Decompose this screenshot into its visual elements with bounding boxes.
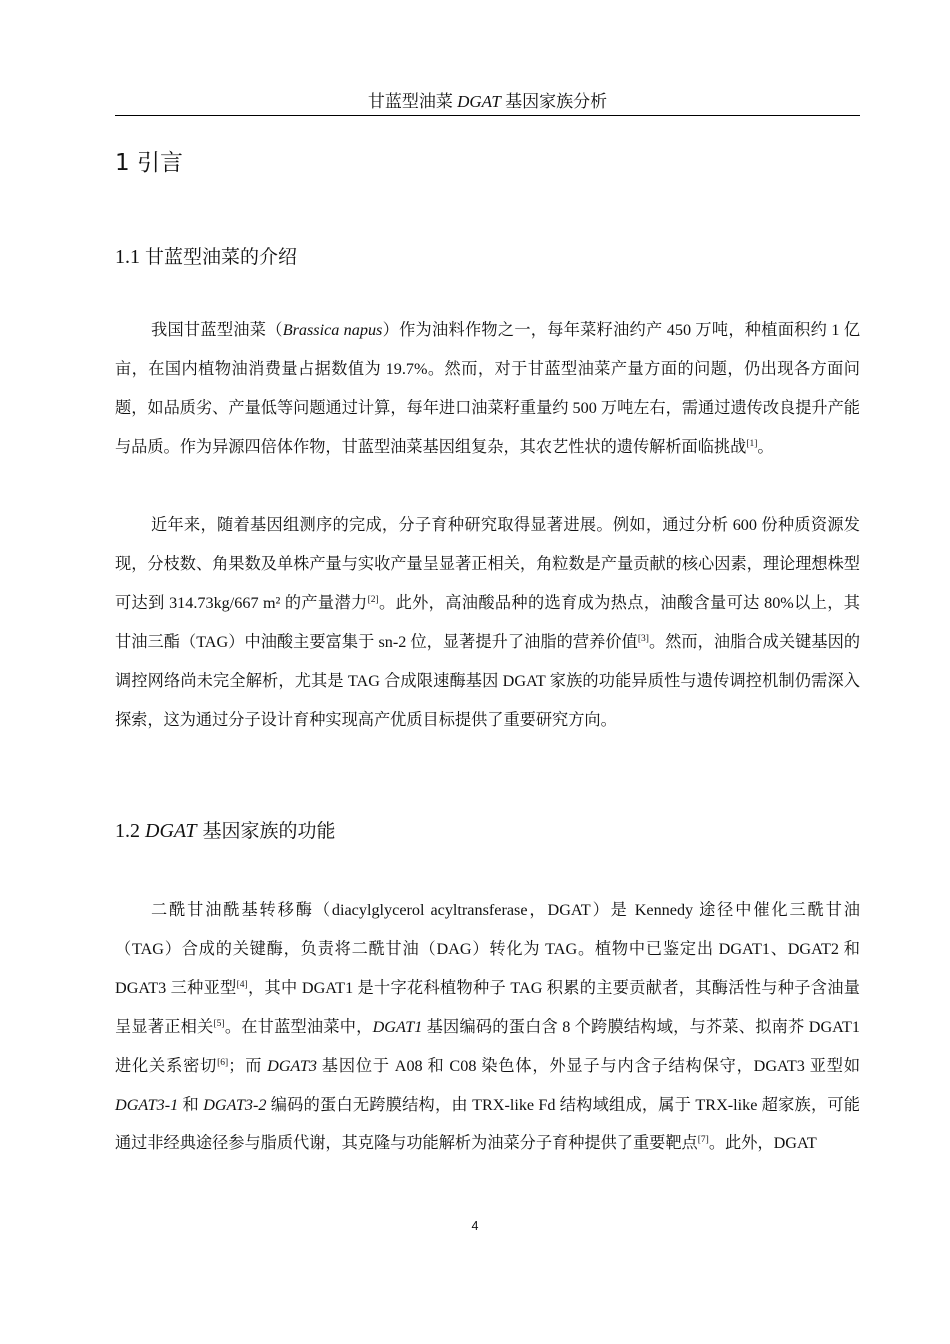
section-heading-1: 1 引言 <box>115 150 183 176</box>
para1-text-b: ）作为油料作物之一，每年菜籽油约产 450 万吨，种植面积约 1 亿亩，在国内植物油消费量占据数值为 19.7%。然而，对于甘蓝型油菜产量方面的问题，仍出现各方面问题，如品质劣、产量低等问题通过计算，每年进口油菜籽重量约 500 万吨左右，需通过遗传改良提升产能与品质。作为异源四倍体作物，甘蓝型油菜基因组复杂，其农艺性状的遗传解析面临挑战 <box>115 321 861 456</box>
citation-3: [3] <box>637 633 649 644</box>
gene-dgat3-2: DGAT3-2 <box>203 1095 267 1114</box>
citation-1: [1] <box>746 438 758 449</box>
citation-6: [6] <box>217 1057 229 1068</box>
para3-text-b: ，其中 DGAT1 是十字花科植物种子 TAG 积累的主要贡献者，其酶活性与种子含油量呈显著正相关 <box>115 978 860 1036</box>
para3-text-e: ；而 <box>228 1056 268 1075</box>
para3-text-g: 和 <box>178 1095 204 1114</box>
header-gene-name: DGAT <box>457 92 501 111</box>
para3-text-i: 。此外，DGAT <box>708 1134 817 1153</box>
gene-dgat1: DGAT1 <box>372 1017 423 1036</box>
para3-text-h: 编码的蛋白无跨膜结构，由 TRX-like Fd 结构域组成，属于 TRX-like 超家族，可能通过非经典途径参与脂质代谢，其克隆与功能解析为油菜分子育种提供了重要靶点 <box>115 1095 860 1153</box>
para1-text-end: 。 <box>757 437 774 456</box>
section-heading-1-1 <box>115 242 297 272</box>
para3-text-c: 。在甘蓝型油菜中， <box>224 1017 373 1036</box>
page-number: 4 <box>471 1219 479 1233</box>
section-heading-1-2 <box>115 816 336 846</box>
running-header <box>115 90 860 116</box>
para2-text-a: 近年来，随着基因组测序的完成，分子育种研究取得显著进展。例如，通过分析 600 份种质资源发现，分枝数、角果数及单株产量与实收产量呈显著正相关，角粒数是产量贡献的核心因素，理论理想株型可达到 314.73kg/667 m² 的产量潜力 <box>115 516 860 612</box>
para1-text-a: 我国甘蓝型油菜（ <box>151 321 283 339</box>
citation-2: [2] <box>367 594 379 605</box>
para3-text-f: 基因位于 A08 和 C08 染色体，外显子与内含子结构保守，DGAT3 亚型如 <box>316 1056 861 1075</box>
para3-text-a: 二酰甘油酰基转移酶（diacylglycerol acyltransferase，DGAT）是 Kennedy 途径中催化三酰甘油（TAG）合成的关键酶，负责将二酰甘油（DAG）转化为 TAG。植物中已鉴定出 DGAT1、DGAT2 和 DGAT3 三种亚型 <box>115 901 860 997</box>
species-name: Brassica napus <box>282 321 383 339</box>
paragraph-1 <box>115 311 860 467</box>
para2-text-c: 。然而，油脂合成关键基因的调控网络尚未完全解析，尤其是 TAG 合成限速酶基因 DGAT 家族的功能异质性与遗传调控机制仍需深入探索，这为通过分子设计育种实现高产优质目标提供了重要研究方向。 <box>115 632 861 729</box>
citation-5: [5] <box>213 1018 225 1029</box>
heading-title: 基因家族的功能 <box>196 820 336 842</box>
gene-dgat3: DGAT3 <box>267 1056 317 1075</box>
citation-7: [7] <box>697 1135 709 1146</box>
heading-gene-name: DGAT <box>145 820 197 842</box>
para3-text-d: 基因编码的蛋白含 8 个跨膜结构域，与芥菜、拟南芥 DGAT1 进化关系密切 <box>115 1017 861 1075</box>
heading-title: 甘蓝型油菜的介绍 <box>145 246 298 268</box>
heading-number: 1.2 <box>115 820 145 842</box>
paragraph-3 <box>115 891 860 1163</box>
para2-text-b: 。此外，高油酸品种的选育成为热点，油酸含量可达 80%以上，其甘油三酯（TAG）中油酸主要富集于 sn-2 位，显著提升了油脂的营养价值 <box>115 593 860 651</box>
header-text-pre: 甘蓝型油菜 <box>367 92 458 111</box>
citation-4: [4] <box>236 979 248 990</box>
gene-dgat3-1: DGAT3-1 <box>115 1095 179 1114</box>
heading-number: 1.1 <box>115 246 145 268</box>
paragraph-2 <box>115 506 860 739</box>
header-text-post: 基因家族分析 <box>500 92 608 111</box>
